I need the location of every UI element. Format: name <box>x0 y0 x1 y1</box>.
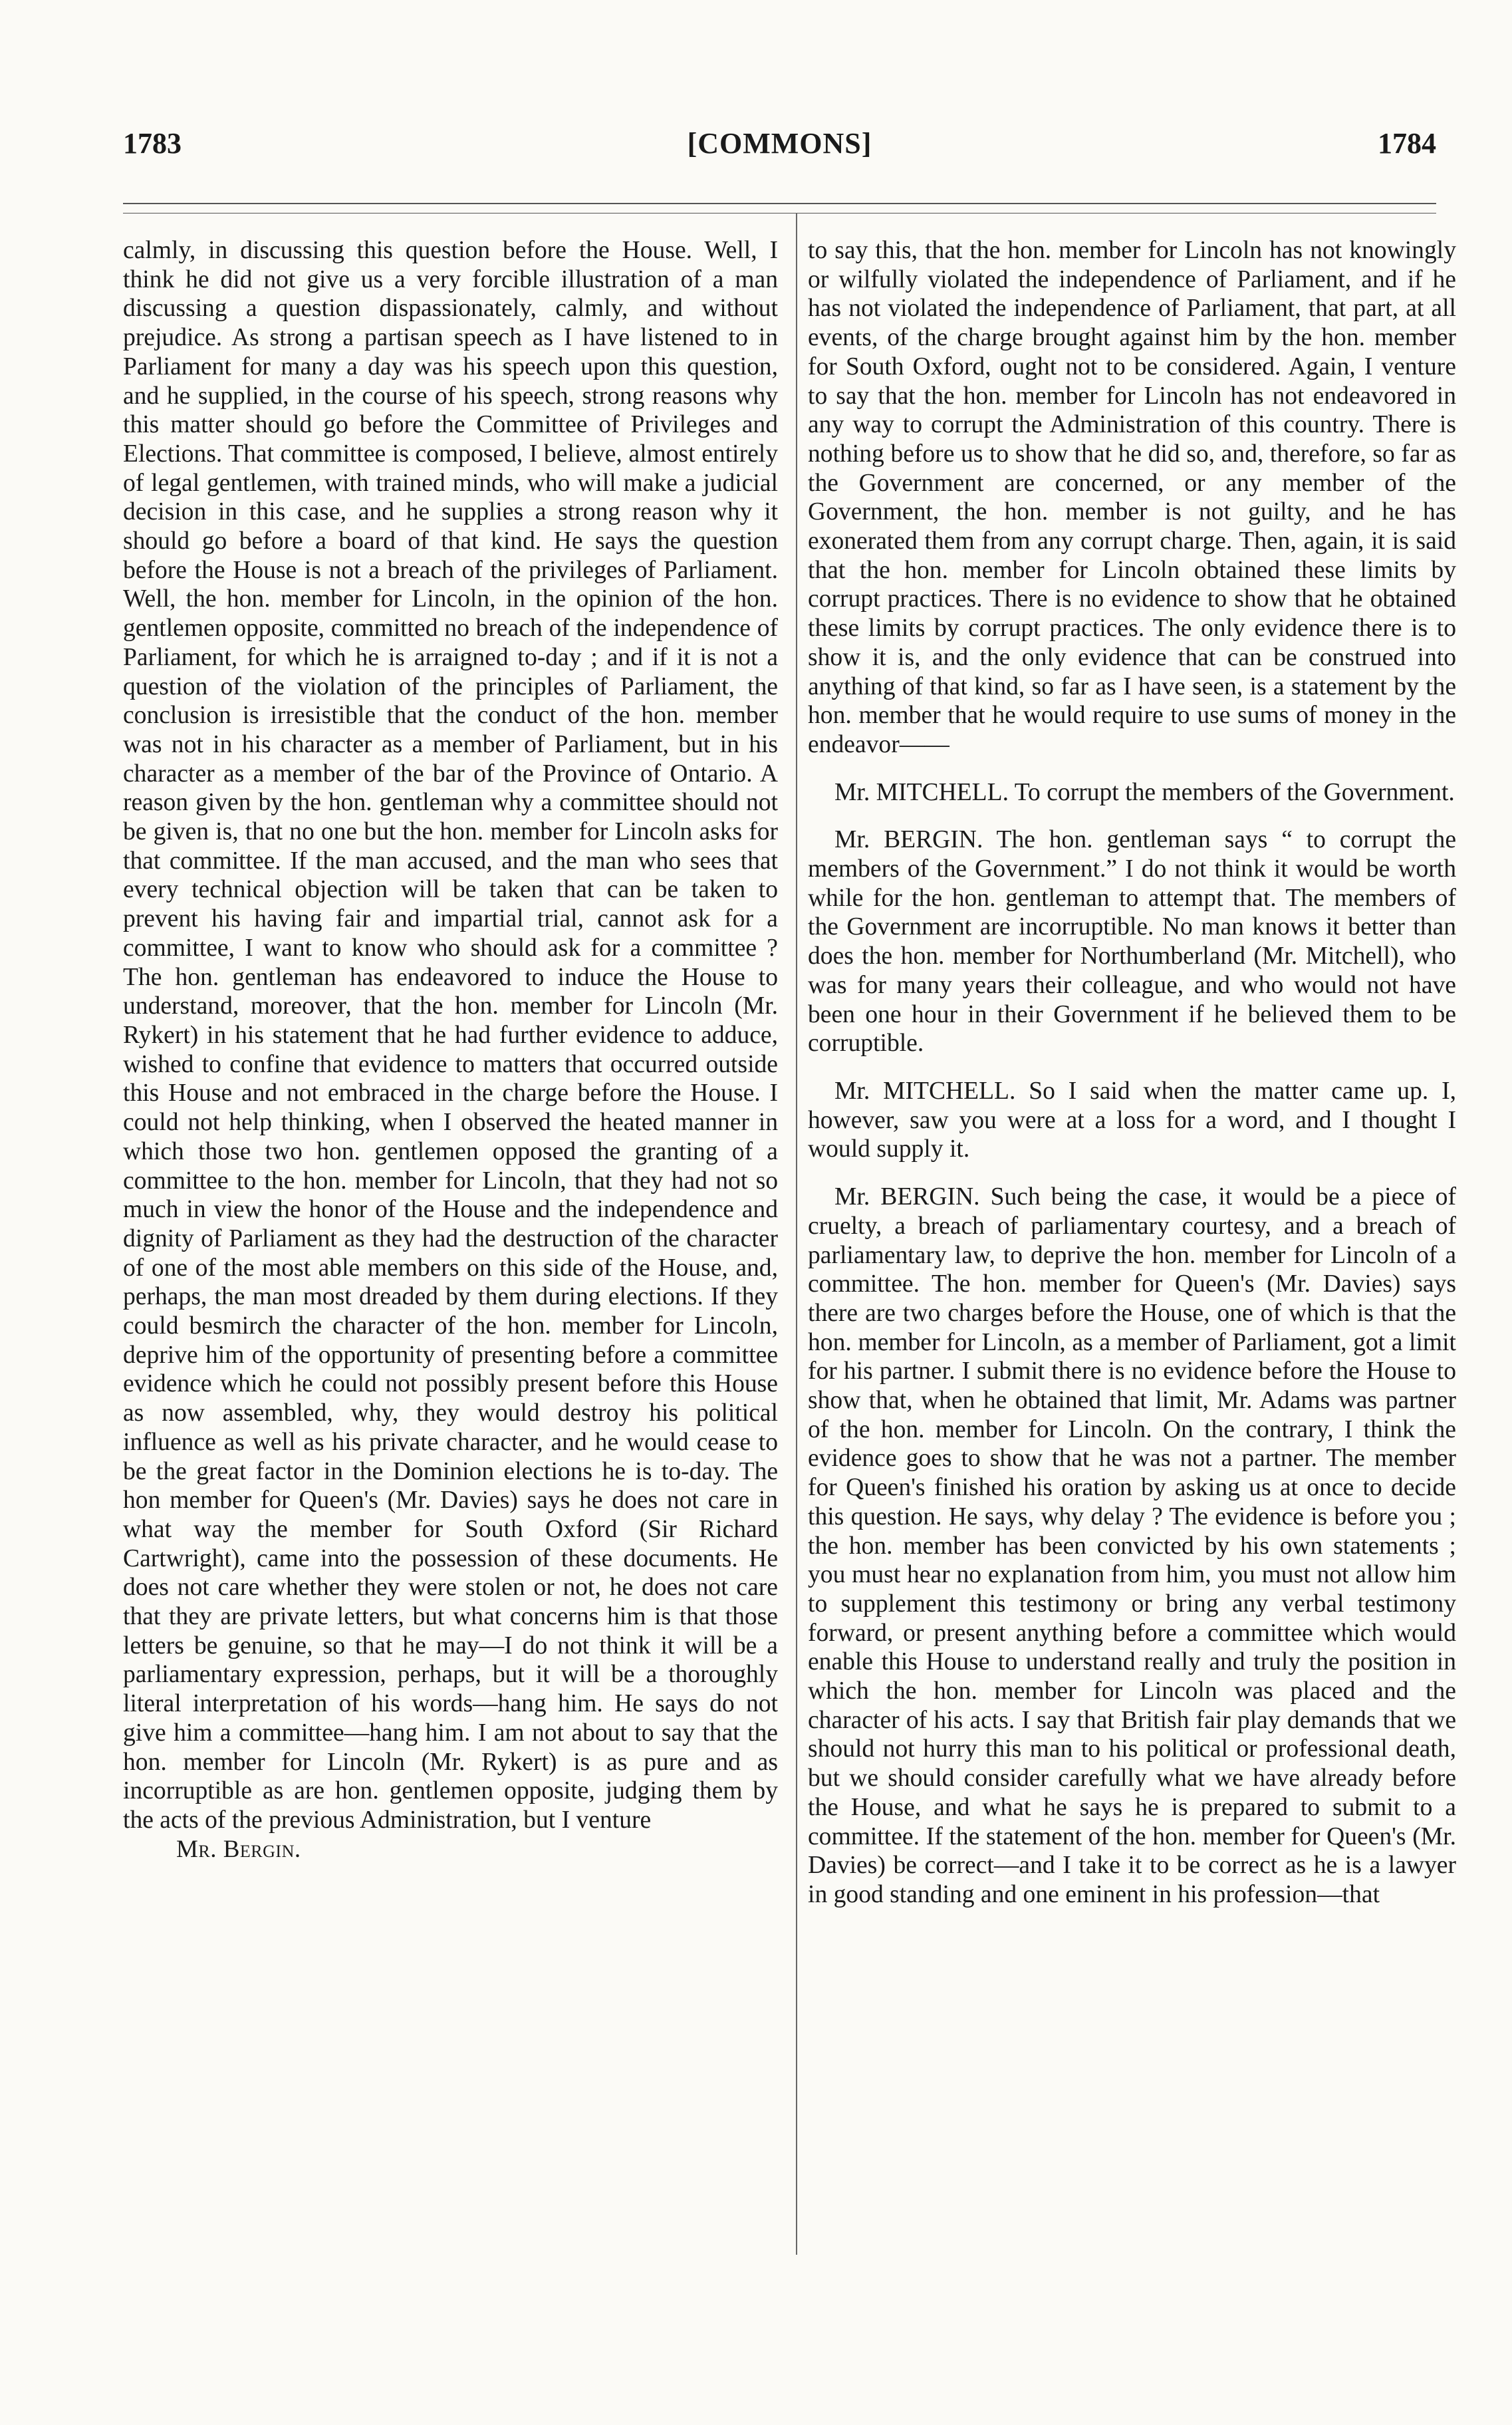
header-rule-bottom <box>123 213 1436 214</box>
speaker-signature: Mr. Bergin. <box>176 1835 301 1863</box>
column-divider <box>796 213 797 2255</box>
speech-paragraph <box>808 825 1456 1058</box>
running-title: [COMMONS] <box>687 127 872 160</box>
header-rule-top <box>123 203 1436 204</box>
paragraph-text: The hon. gentleman says “ to corrupt the members of the Government.” I do not think it would be worth while for the hon. gentleman to attempt that. The members of the Government are incorruptible. No man knows it better than does the hon. member for Northumberland (Mr. Mitchell), who was for many years their colleague, and who would not have been one hour in their Government if he believed them to be corruptible. <box>808 826 1456 1058</box>
paragraph-text: To corrupt the members of the Government. <box>1014 778 1455 806</box>
paragraph-text: So I said when the matter came up. I, however, saw you were at a loss for a word, and I thought I would supply it. <box>808 1077 1456 1163</box>
paragraph-text: to say this, that the hon. member for Lincoln has not knowingly or wilfully violated the independence of Parliament, and if he has not violated the independence of Parliament, that part, at all events, of the charge brought against him by the hon. member for South Oxford, ought not to be considered. Again, I venture to say that the hon. member for Lincoln has not endeavored in any way to corrupt the Administration of this country. There is nothing before us to show that he did so, and, therefore, so far as the Government are concerned, or any member of the Government, the hon. member is not guilty, and he has exonerated them from any corrupt charge. Then, again, it is said that the hon. member for Lincoln obtained these limits by corrupt practices. There is no evidence to show that he obtained these limits by corrupt practices. The only evidence there is to show it is, and the only evidence that can be construed into anything of that kind, so far as I have seen, is a statement by the hon. member that he would require to use sums of money in the endeavor—— <box>808 237 1456 758</box>
right-column <box>808 236 1456 2271</box>
speech-paragraph <box>808 1183 1456 1910</box>
speech-paragraph <box>808 1077 1456 1164</box>
left-column <box>123 236 778 2271</box>
page-number-right: 1784 <box>1378 127 1436 160</box>
speaker-name: Mr. BERGIN. <box>834 1183 980 1211</box>
speaker-name: Mr. BERGIN. <box>834 826 983 854</box>
speaker-name: Mr. MITCHELL. <box>834 778 1009 806</box>
page-number-left: 1783 <box>123 127 182 160</box>
speech-paragraph <box>808 778 1456 807</box>
left-column-text: calmly, in discussing this question before the House. Well, I think he did not give us a very forcible illustration of a man discussing a question dispassionately, calmly, and without prejudice. As strong a partisan speech as I have listened to in Parliament for many a day was his speech upon this question, and he supplied, in the course of his speech, strong reasons why this matter should go before the Committee of Privileges and Elections. That committee is composed, I believe, almost entirely of legal gentlemen, with trained minds, who will make a judicial decision in this case, and he supplies a strong reason why it should go before a board of that kind. He says the question before the House is not a breach of the privileges of Parliament. Well, the hon. member for Lincoln, in the opinion of the hon. gentlemen opposite, committed no breach of the independence of Parliament, for which he is arraigned to-day ; and if it is not a question of the violation of the principles of Parliament, the conclusion is irresistible that the conduct of the hon. member was not in his character as a member of Parliament, but in his character as a member of the bar of the Province of Ontario. A reason given by the hon. gentleman why a committee should not be given is, that no one but the hon. member for Lincoln asks for that committee. If the man accused, and the man who sees that every technical objection will be taken that can be taken to prevent his having fair and impartial trial, cannot ask for a committee, I want to know who should ask for a committee ? The hon. gentleman has endeavored to induce the House to understand, moreover, that the hon. member for Lincoln (Mr. Rykert) in his statement that he had further evidence to adduce, wished to confine that evidence to matters that occurred outside this House and not embraced in the charge before the House. I could not help thinking, when I observed the heated manner in which those two hon. gentlemen opposed the granting of a committee to the hon. member for Lincoln, that they had not so much in view the honor of the House and the independence and dignity of Parliament as they had the destruction of the character of one of the most able members on this side of the House, and, perhaps, the man most dreaded by them during elections. If they could besmirch the character of the hon. member for Lincoln, deprive him of the opportunity of presenting before a committee evidence which he could not possibly present before this House as now assembled, why, they would destroy his political influence as well as his private character, and he would cease to be the great factor in the Dominion elections he is to-day. The hon member for Queen's (Mr. Davies) says he does not care in what way the member for South Oxford (Sir Richard Cartwright), came into the possession of these documents. He does not care whether they were stolen or not, he does not care that they are private letters, but what concerns him is that those letters be genuine, so that he may—I do not think it will be a parliamentary expression, perhaps, but it will be a thoroughly literal interpretation of his words—hang him. He says do not give him a committee—hang him. I am not about to say that the hon. member for Lincoln (Mr. Rykert) is as pure and as incorruptible as are hon. gentlemen opposite, judging them by the acts of the previous Administration, but I venture <box>123 237 778 1834</box>
continued-paragraph <box>808 236 1456 760</box>
paragraph-text: Such being the case, it would be a piece of cruelty, a breach of parliamentary courtesy, and a breach of parliamentary law, to deprive the hon. member for Lincoln of a committee. The hon. member for Queen's (Mr. Davies) says there are two charges before the House, one of which is that the hon. member for Lincoln, as a member of Parliament, got a limit for his partner. I submit there is no evidence before the House to show that, when he obtained that limit, Mr. Adams was partner of the hon. member for Lincoln. On the contrary, I think the evidence goes to show that he was not a partner. The member for Queen's finished his oration by asking us at once to decide this question. He says, why delay ? The evidence is before you ; the hon. member has been convicted by his own statements ; you must hear no explanation from him, you must not allow him to supplement this testimony or bring any verbal testimony forward, or present anything before a committee which would enable this House to understand really and truly the position in which the hon. member for Lincoln was placed and the character of his acts. I say that British fair play demands that we should not hurry this man to his political or professional death, but we should consider carefully what we have already before the House, and what he says he is prepared to submit to a committee. If the statement of the hon. member for Queen's (Mr. Davies) be correct—and I take it to be correct as he is a lawyer in good standing and one eminent in his profession—that <box>808 1183 1456 1908</box>
page-header <box>123 126 1436 173</box>
speaker-name: Mr. MITCHELL. <box>834 1077 1016 1105</box>
